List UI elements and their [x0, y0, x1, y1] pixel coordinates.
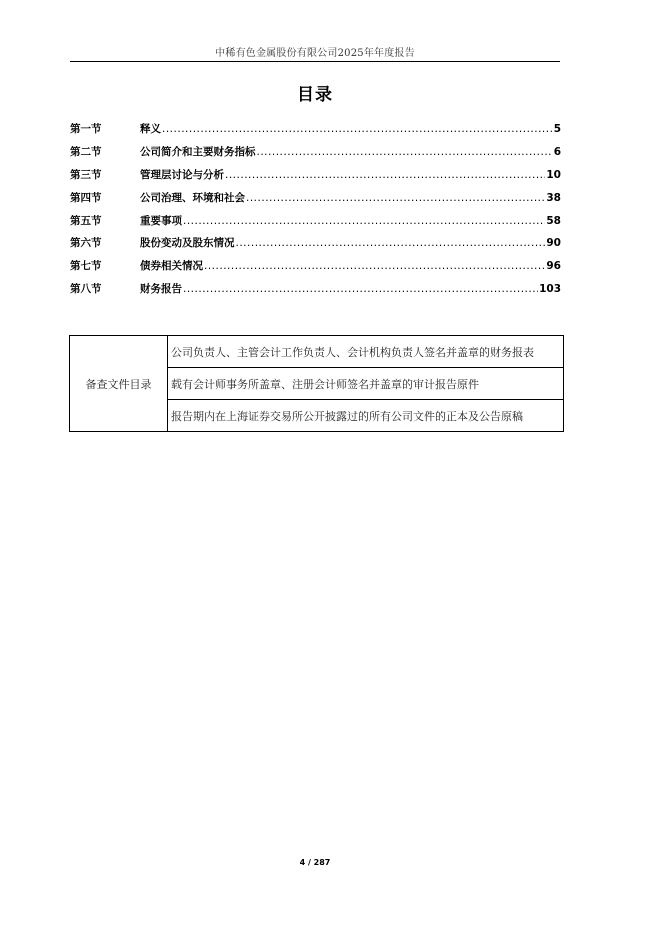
toc-page-number: 96: [546, 260, 561, 273]
toc-entry-7[interactable]: [70, 258, 561, 281]
table-row: [70, 336, 564, 368]
table-of-contents: [70, 121, 561, 304]
toc-leader-dots: [183, 215, 545, 227]
header-rule: [70, 61, 560, 62]
toc-section-number: 第一节: [70, 123, 102, 135]
toc-page-number: 90: [546, 237, 561, 250]
toc-section-name: 公司治理、环境和社会: [140, 191, 245, 204]
toc-leader-dots: [183, 283, 538, 295]
toc-entry-2[interactable]: [70, 144, 561, 167]
toc-leader-dots: [246, 192, 545, 204]
toc-leader-dots: [225, 169, 545, 181]
toc-entry-4[interactable]: [70, 190, 561, 213]
toc-section-name: 管理层讨论与分析: [140, 168, 224, 181]
page-header: 中稀有色金属股份有限公司2025年年度报告: [215, 48, 415, 59]
reference-document-item: 载有会计师事务所盖章、注册会计师签名并盖章的审计报告原件: [168, 368, 564, 400]
toc-section-name: 重要事项: [140, 214, 182, 227]
toc-page-number: 10: [546, 168, 561, 181]
toc-section-name: 财务报告: [140, 283, 182, 296]
reference-documents-label: 备查文件目录: [70, 336, 168, 432]
toc-section-number: 第八节: [70, 283, 102, 296]
reference-document-item: 报告期内在上海证券交易所公开披露过的所有公司文件的正本及公告原稿: [168, 400, 564, 432]
toc-page-number: 5: [553, 123, 561, 135]
toc-leader-dots: [236, 237, 546, 249]
toc-section-number: 第七节: [70, 260, 102, 273]
toc-section-number: 第三节: [70, 168, 102, 181]
toc-title: 目录: [297, 85, 333, 105]
toc-section-number: 第二节: [70, 145, 102, 158]
toc-section-name: 公司简介和主要财务指标: [140, 145, 256, 158]
reference-document-item: 公司负责人、主管会计工作负责人、会计机构负责人签名并盖章的财务报表: [168, 336, 564, 368]
toc-page-number: 58: [546, 214, 561, 227]
toc-leader-dots: [204, 260, 545, 272]
reference-documents-table: [69, 335, 564, 432]
toc-entry-3[interactable]: [70, 167, 561, 190]
toc-section-name: 释义: [140, 123, 161, 135]
toc-entry-1[interactable]: [70, 121, 561, 144]
toc-section-name: 债券相关情况: [140, 260, 203, 273]
toc-section-number: 第四节: [70, 191, 102, 204]
toc-entry-8[interactable]: [70, 281, 561, 304]
toc-entry-6[interactable]: [70, 235, 561, 258]
toc-entry-5[interactable]: [70, 213, 561, 236]
toc-section-number: 第五节: [70, 214, 102, 227]
page-number: 4 / 287: [299, 858, 331, 867]
toc-section-name: 股份变动及股东情况: [140, 237, 235, 250]
toc-leader-dots: [162, 123, 553, 135]
toc-page-number: 103: [539, 283, 561, 296]
toc-section-number: 第六节: [70, 237, 102, 250]
toc-leader-dots: [257, 146, 553, 158]
toc-page-number: 38: [546, 191, 561, 204]
toc-page-number: 6: [553, 145, 561, 158]
